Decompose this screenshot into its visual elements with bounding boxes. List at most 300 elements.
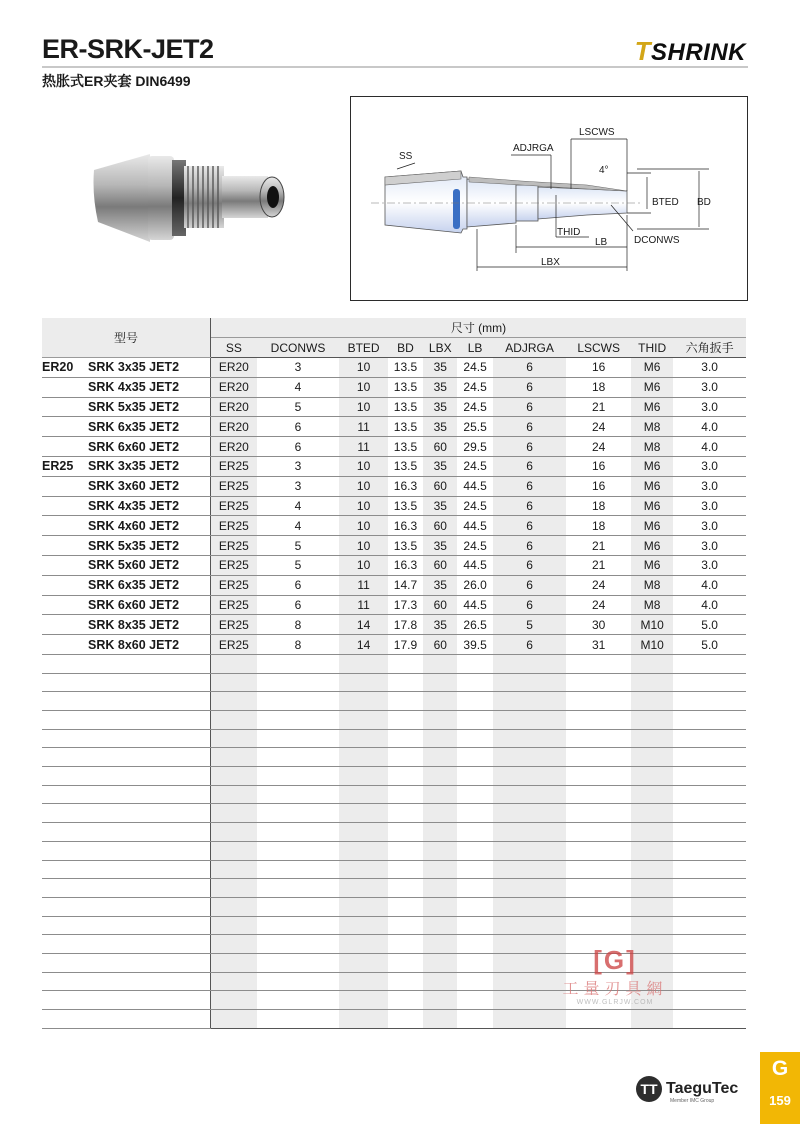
blank-cell [211, 711, 257, 730]
blank-cell [211, 785, 257, 804]
blank-cell [423, 991, 457, 1010]
blank-cell [423, 654, 457, 673]
blank-model-cell [42, 841, 211, 860]
value-cell: 4.0 [673, 417, 746, 437]
value-cell: 24.5 [457, 397, 492, 417]
value-cell: 10 [339, 358, 387, 378]
blank-cell [457, 729, 492, 748]
collet-group: ER20 [42, 360, 74, 375]
value-cell: 4 [257, 516, 340, 536]
table-row [42, 575, 746, 595]
value-cell: ER25 [211, 496, 257, 516]
blank-cell [423, 972, 457, 991]
page-title: ER-SRK-JET2 [42, 34, 214, 64]
value-cell: 35 [423, 615, 457, 635]
tshrink-logo: TSHRINK [634, 36, 746, 66]
value-cell: 14 [339, 635, 387, 655]
blank-cell [457, 785, 492, 804]
value-cell: 17.8 [388, 615, 423, 635]
blank-cell [566, 729, 631, 748]
value-cell: ER20 [211, 397, 257, 417]
blank-cell [257, 654, 340, 673]
blank-cell [257, 935, 340, 954]
value-cell: 3.0 [673, 377, 746, 397]
blank-cell [423, 692, 457, 711]
value-cell: 3.0 [673, 496, 746, 516]
label-lscws: LSCWS [579, 127, 615, 138]
table-row [42, 555, 746, 575]
blank-cell [339, 972, 387, 991]
blank-model-cell [42, 711, 211, 730]
value-cell: 10 [339, 516, 387, 536]
value-cell: 5 [257, 397, 340, 417]
table-row [42, 516, 746, 536]
blank-cell [566, 879, 631, 898]
blank-cell [388, 935, 423, 954]
value-cell: 6 [257, 417, 340, 437]
blank-cell [339, 673, 387, 692]
value-cell: M6 [631, 516, 673, 536]
blank-cell [457, 991, 492, 1010]
blank-cell [257, 711, 340, 730]
blank-cell [566, 841, 631, 860]
value-cell: M10 [631, 615, 673, 635]
value-cell: M6 [631, 555, 673, 575]
model-cell [42, 575, 211, 595]
blank-cell [493, 897, 567, 916]
value-cell: 6 [493, 377, 567, 397]
value-cell: 10 [339, 555, 387, 575]
value-cell: M6 [631, 496, 673, 516]
value-cell: 13.5 [388, 397, 423, 417]
model-column-header: 型号 [42, 318, 211, 358]
blank-cell [211, 991, 257, 1010]
value-cell: 10 [339, 377, 387, 397]
model-cell [42, 615, 211, 635]
value-cell: 6 [493, 516, 567, 536]
value-cell: 3 [257, 456, 340, 476]
blank-cell [339, 953, 387, 972]
blank-cell [339, 729, 387, 748]
blank-row [42, 692, 746, 711]
blank-row [42, 785, 746, 804]
label-thid: THID [557, 227, 581, 238]
blank-cell [257, 1010, 340, 1029]
blank-cell [211, 935, 257, 954]
value-cell: 8 [257, 635, 340, 655]
value-cell: 5.0 [673, 635, 746, 655]
blank-row [42, 860, 746, 879]
value-cell: 6 [493, 575, 567, 595]
model-cell [42, 635, 211, 655]
blank-cell [423, 1010, 457, 1029]
blank-cell [457, 916, 492, 935]
blank-model-cell [42, 767, 211, 786]
value-cell: 13.5 [388, 377, 423, 397]
value-cell: 13.5 [388, 536, 423, 556]
value-cell: ER20 [211, 358, 257, 378]
blank-cell [257, 785, 340, 804]
blank-cell [631, 711, 673, 730]
model-cell [42, 417, 211, 437]
blank-cell [257, 953, 340, 972]
value-cell: M10 [631, 635, 673, 655]
value-cell: 6 [493, 456, 567, 476]
taegutec-logo [636, 1076, 738, 1102]
blank-cell [339, 841, 387, 860]
blank-cell [457, 823, 492, 842]
value-cell: 3.0 [673, 536, 746, 556]
blank-cell [631, 654, 673, 673]
value-cell: M6 [631, 377, 673, 397]
blank-model-cell [42, 673, 211, 692]
value-cell: 11 [339, 437, 387, 457]
blank-cell [423, 841, 457, 860]
blank-cell [493, 916, 567, 935]
blank-cell [388, 1010, 423, 1029]
blank-cell [673, 654, 746, 673]
blank-cell [631, 1010, 673, 1029]
value-cell: 16 [566, 456, 631, 476]
model-name: SRK 8x60 JET2 [88, 637, 180, 652]
value-cell: 60 [423, 516, 457, 536]
page-subtitle: 热胀式ER夹套 DIN6499 [42, 73, 191, 89]
value-cell: 10 [339, 456, 387, 476]
blank-cell [631, 673, 673, 692]
blank-cell [339, 897, 387, 916]
blank-cell [673, 692, 746, 711]
blank-cell [493, 860, 567, 879]
model-cell [42, 358, 211, 378]
value-cell: M6 [631, 358, 673, 378]
blank-cell [631, 748, 673, 767]
value-cell: 6 [493, 397, 567, 417]
value-cell: ER25 [211, 516, 257, 536]
blank-cell [631, 823, 673, 842]
value-cell: 60 [423, 595, 457, 615]
blank-cell [388, 748, 423, 767]
value-cell: 24.5 [457, 496, 492, 516]
blank-cell [339, 654, 387, 673]
blank-cell [388, 729, 423, 748]
value-cell: ER25 [211, 615, 257, 635]
blank-cell [457, 860, 492, 879]
label-bted: BTED [652, 197, 679, 208]
value-cell: 13.5 [388, 456, 423, 476]
value-cell: M8 [631, 417, 673, 437]
model-name: SRK 5x35 JET2 [88, 538, 180, 553]
blank-cell [457, 897, 492, 916]
value-cell: 29.5 [457, 437, 492, 457]
table-row [42, 536, 746, 556]
collet-group: ER25 [42, 459, 74, 474]
blank-cell [493, 711, 567, 730]
blank-cell [673, 1010, 746, 1029]
blank-cell [631, 916, 673, 935]
blank-model-cell [42, 953, 211, 972]
value-cell: 3.0 [673, 516, 746, 536]
product-photo [80, 130, 300, 260]
value-cell: 17.9 [388, 635, 423, 655]
value-cell: 44.5 [457, 516, 492, 536]
value-cell: 17.3 [388, 595, 423, 615]
taegutec-emblem-icon: TT [636, 1076, 662, 1102]
model-name: SRK 3x35 JET2 [88, 360, 180, 375]
value-cell: 6 [493, 595, 567, 615]
blank-cell [388, 673, 423, 692]
value-cell: 5 [257, 555, 340, 575]
value-cell: 35 [423, 358, 457, 378]
blank-model-cell [42, 748, 211, 767]
label-angle: 4° [599, 165, 609, 176]
blank-cell [566, 692, 631, 711]
value-cell: 24.5 [457, 456, 492, 476]
blank-cell [423, 785, 457, 804]
value-cell: 16.3 [388, 476, 423, 496]
value-cell: 44.5 [457, 555, 492, 575]
value-cell: 21 [566, 397, 631, 417]
blank-cell [339, 692, 387, 711]
watermark-logo: [G] [593, 945, 637, 975]
blank-cell [673, 748, 746, 767]
blank-cell [339, 916, 387, 935]
blank-row [42, 916, 746, 935]
blank-cell [673, 860, 746, 879]
blank-cell [211, 953, 257, 972]
blank-cell [257, 823, 340, 842]
blank-cell [566, 748, 631, 767]
value-cell: 24 [566, 417, 631, 437]
blank-cell [631, 729, 673, 748]
blank-cell [339, 711, 387, 730]
value-cell: 25.5 [457, 417, 492, 437]
value-cell: 6 [493, 635, 567, 655]
blank-cell [211, 654, 257, 673]
blank-cell [673, 729, 746, 748]
blank-model-cell [42, 823, 211, 842]
blank-cell [388, 804, 423, 823]
column-header: LBX [423, 338, 457, 358]
value-cell: 35 [423, 496, 457, 516]
company-subtitle: Member IMC Group [670, 1098, 715, 1104]
blank-cell [457, 879, 492, 898]
value-cell: 24.5 [457, 358, 492, 378]
value-cell: M8 [631, 595, 673, 615]
blank-model-cell [42, 785, 211, 804]
value-cell: 6 [493, 417, 567, 437]
model-name: SRK 6x35 JET2 [88, 419, 180, 434]
blank-cell [423, 916, 457, 935]
blank-cell [566, 804, 631, 823]
value-cell: 30 [566, 615, 631, 635]
model-cell [42, 476, 211, 496]
blank-cell [257, 841, 340, 860]
model-name: SRK 8x35 JET2 [88, 617, 180, 632]
value-cell: 10 [339, 536, 387, 556]
blank-cell [388, 991, 423, 1010]
value-cell: 4 [257, 377, 340, 397]
value-cell: M6 [631, 476, 673, 496]
blank-cell [457, 748, 492, 767]
blank-cell [339, 767, 387, 786]
value-cell: M6 [631, 397, 673, 417]
table-row [42, 595, 746, 615]
blank-cell [566, 916, 631, 935]
blank-cell [339, 748, 387, 767]
watermark-url: WWW.GLRJW.COM [576, 999, 654, 1006]
table-row [42, 437, 746, 457]
value-cell: 35 [423, 377, 457, 397]
label-lb: LB [595, 237, 608, 248]
blank-cell [493, 748, 567, 767]
value-cell: 21 [566, 555, 631, 575]
value-cell: 4.0 [673, 437, 746, 457]
model-cell [42, 516, 211, 536]
blank-model-cell [42, 1010, 211, 1029]
blank-cell [339, 991, 387, 1010]
blank-cell [257, 748, 340, 767]
blank-cell [423, 804, 457, 823]
value-cell: 60 [423, 476, 457, 496]
blank-cell [457, 654, 492, 673]
value-cell: 6 [257, 437, 340, 457]
value-cell: 31 [566, 635, 631, 655]
model-cell [42, 496, 211, 516]
value-cell: 35 [423, 456, 457, 476]
blank-row [42, 711, 746, 730]
blank-cell [673, 897, 746, 916]
column-header: LB [457, 338, 492, 358]
blank-row [42, 654, 746, 673]
blank-cell [673, 767, 746, 786]
value-cell: 10 [339, 397, 387, 417]
model-name: SRK 6x60 JET2 [88, 439, 180, 454]
blank-cell [211, 860, 257, 879]
value-cell: 60 [423, 635, 457, 655]
blank-cell [339, 860, 387, 879]
blank-cell [211, 692, 257, 711]
blank-cell [631, 804, 673, 823]
value-cell: 13.5 [388, 437, 423, 457]
blank-model-cell [42, 692, 211, 711]
model-name: SRK 5x60 JET2 [88, 558, 180, 573]
blank-cell [493, 767, 567, 786]
blank-cell [257, 729, 340, 748]
model-name: SRK 6x35 JET2 [88, 578, 180, 593]
section-tab [760, 1052, 800, 1124]
blank-cell [211, 767, 257, 786]
value-cell: 16 [566, 358, 631, 378]
model-cell [42, 437, 211, 457]
blank-cell [457, 767, 492, 786]
blank-cell [257, 991, 340, 1010]
blank-model-cell [42, 804, 211, 823]
blank-cell [257, 767, 340, 786]
value-cell: 26.0 [457, 575, 492, 595]
value-cell: 35 [423, 536, 457, 556]
value-cell: 6 [257, 575, 340, 595]
value-cell: 6 [493, 536, 567, 556]
model-name: SRK 3x35 JET2 [88, 459, 180, 474]
blank-model-cell [42, 935, 211, 954]
blank-cell [493, 1010, 567, 1029]
blank-cell [388, 654, 423, 673]
value-cell: 24 [566, 437, 631, 457]
blank-cell [566, 673, 631, 692]
blank-cell [211, 897, 257, 916]
value-cell: 11 [339, 417, 387, 437]
value-cell: 35 [423, 417, 457, 437]
blank-cell [339, 785, 387, 804]
blank-cell [673, 823, 746, 842]
blank-cell [493, 654, 567, 673]
label-dconws: DCONWS [634, 235, 680, 246]
value-cell: 11 [339, 595, 387, 615]
value-cell: ER25 [211, 476, 257, 496]
blank-cell [423, 935, 457, 954]
model-name: SRK 6x60 JET2 [88, 597, 180, 612]
blank-cell [388, 879, 423, 898]
blank-cell [631, 785, 673, 804]
blank-cell [388, 841, 423, 860]
blank-cell [211, 804, 257, 823]
blank-cell [457, 711, 492, 730]
value-cell: 24 [566, 595, 631, 615]
blank-row [42, 897, 746, 916]
blank-row [42, 767, 746, 786]
section-letter: G [771, 1057, 789, 1080]
blank-cell [631, 860, 673, 879]
blank-row [42, 841, 746, 860]
blank-cell [493, 879, 567, 898]
value-cell: M8 [631, 575, 673, 595]
blank-cell [388, 953, 423, 972]
blank-cell [211, 879, 257, 898]
value-cell: M6 [631, 536, 673, 556]
blank-cell [257, 804, 340, 823]
blank-row [42, 804, 746, 823]
value-cell: ER20 [211, 417, 257, 437]
blank-row [42, 748, 746, 767]
value-cell: M8 [631, 437, 673, 457]
table-row [42, 358, 746, 378]
value-cell: 5.0 [673, 615, 746, 635]
blank-cell [388, 916, 423, 935]
blank-row [42, 673, 746, 692]
blank-cell [457, 804, 492, 823]
column-header: SS [211, 338, 257, 358]
blank-cell [211, 673, 257, 692]
model-cell [42, 536, 211, 556]
blank-cell [257, 879, 340, 898]
label-ss: SS [399, 151, 413, 162]
blank-cell [339, 823, 387, 842]
blank-cell [388, 823, 423, 842]
blank-model-cell [42, 654, 211, 673]
blank-row [42, 1010, 746, 1029]
value-cell: 18 [566, 377, 631, 397]
value-cell: 5 [493, 615, 567, 635]
value-cell: 11 [339, 575, 387, 595]
blank-model-cell [42, 729, 211, 748]
blank-cell [257, 673, 340, 692]
table-row [42, 496, 746, 516]
value-cell: 3.0 [673, 456, 746, 476]
value-cell: 60 [423, 437, 457, 457]
blank-cell [493, 729, 567, 748]
blank-cell [566, 860, 631, 879]
table-row [42, 417, 746, 437]
